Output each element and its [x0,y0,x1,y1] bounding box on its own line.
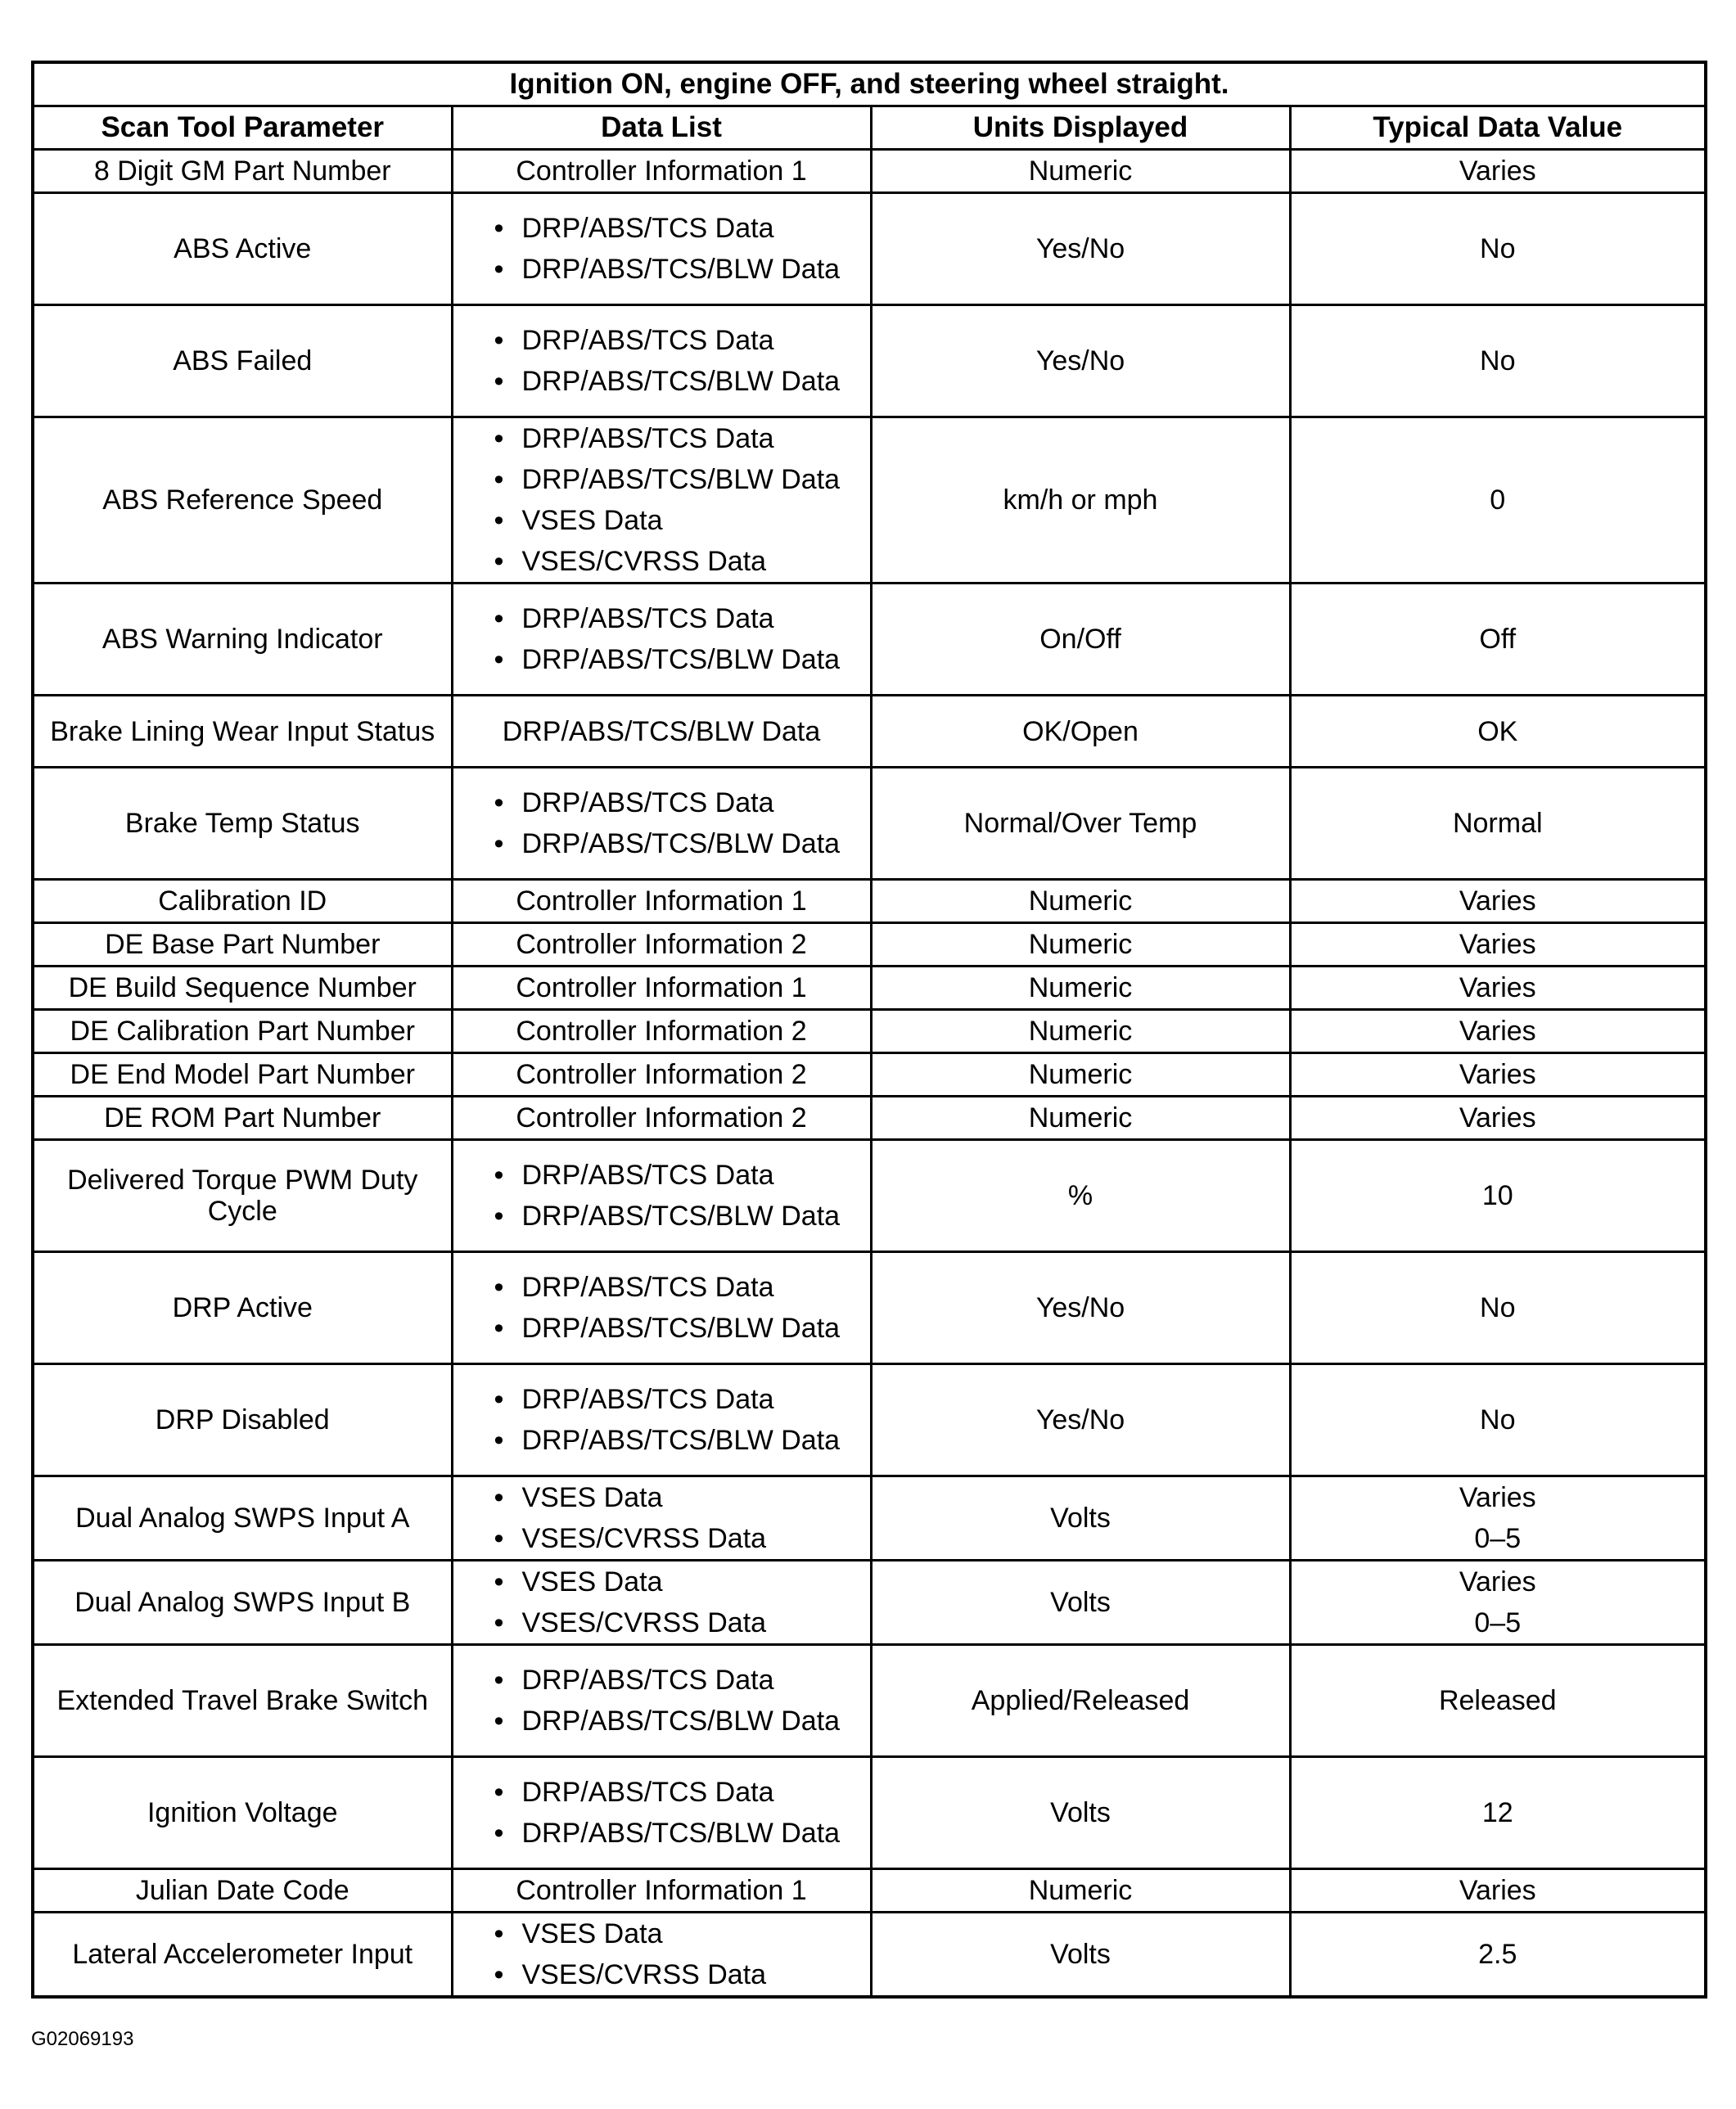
typical-value-cell [1290,1140,1706,1252]
units-cell: Numeric [871,967,1290,1010]
data-list-item: • DRP/ABS/TCS Data [494,320,863,361]
typical-value: Normal [1452,808,1543,839]
typical-value-cell [1290,193,1706,305]
data-list-item: • DRP/ABS/TCS/BLW Data [494,249,863,290]
header-data-list: Data List [452,106,871,150]
data-list-item: Controller Information 2 [516,1102,807,1133]
data-list-item: • DRP/ABS/TCS Data [494,1379,863,1420]
data-list-cell [452,150,871,193]
typical-value-cell [1290,1913,1706,1998]
table-row [33,305,1706,417]
data-list-item: • DRP/ABS/TCS/BLW Data [494,1420,863,1461]
typical-value-cell [1290,1476,1706,1561]
data-list-cell [452,923,871,967]
table-row [33,880,1706,923]
data-list-cell [452,1364,871,1476]
data-list-item: • VSES Data [494,1913,863,1954]
table-row [33,1645,1706,1757]
data-list-item: Controller Information 1 [516,1875,807,1906]
data-list-item: • VSES Data [494,1477,863,1518]
table-row [33,696,1706,768]
table-row [33,193,1706,305]
units-cell: Yes/No [871,305,1290,417]
units-cell: OK/Open [871,696,1290,768]
typical-value: 10 [1481,1180,1513,1211]
table-row [33,1053,1706,1097]
data-list-item: • DRP/ABS/TCS Data [494,1772,863,1813]
typical-value: 12 [1481,1797,1513,1828]
units-cell: Numeric [871,1869,1290,1913]
header-units-displayed: Units Displayed [871,106,1290,150]
units-cell: Numeric [871,880,1290,923]
parameter-cell: DE Build Sequence Number [33,967,452,1010]
typical-value-cell [1290,1252,1706,1364]
data-list-item: • DRP/ABS/TCS/BLW Data [494,639,863,680]
data-list-item: • VSES/CVRSS Data [494,1518,863,1559]
table-row [33,150,1706,193]
data-list-cell [452,1252,871,1364]
typical-value: No [1480,1292,1516,1323]
data-list-item: • VSES/CVRSS Data [494,1602,863,1643]
parameter-cell: Dual Analog SWPS Input A [33,1476,452,1561]
typical-value-cell [1290,1010,1706,1053]
parameter-cell: DE Calibration Part Number [33,1010,452,1053]
typical-value: Varies [1459,1016,1536,1047]
parameter-cell: Brake Temp Status [33,768,452,880]
data-list-cell [452,584,871,696]
test-condition: Ignition ON, engine OFF, and steering wheel straight. [33,62,1706,106]
data-list-item: Controller Information 2 [516,929,807,960]
data-list-cell [452,1757,871,1869]
parameter-cell: 8 Digit GM Part Number [33,150,452,193]
data-list-item: • DRP/ABS/TCS Data [494,1155,863,1196]
typical-value-cell [1290,696,1706,768]
data-list-item: Controller Information 1 [516,886,807,917]
data-list-item: • DRP/ABS/TCS Data [494,782,863,823]
parameter-cell: ABS Reference Speed [33,417,452,584]
units-cell: km/h or mph [871,417,1290,584]
data-list-item: • DRP/ABS/TCS/BLW Data [494,1701,863,1742]
table-row [33,584,1706,696]
typical-value-cell [1290,1561,1706,1645]
data-list-item: Controller Information 2 [516,1016,807,1047]
table-row [33,967,1706,1010]
table-row [33,1097,1706,1140]
typical-value: Off [1479,624,1517,655]
units-cell: Numeric [871,150,1290,193]
header-row [33,106,1706,150]
table-row [33,1010,1706,1053]
parameter-cell: Brake Lining Wear Input Status [33,696,452,768]
typical-value-cell [1290,1757,1706,1869]
data-list-cell [452,1053,871,1097]
data-list-item: • DRP/ABS/TCS Data [494,1660,863,1701]
units-cell: Numeric [871,1097,1290,1140]
parameter-cell: ABS Warning Indicator [33,584,452,696]
parameter-cell: DRP Disabled [33,1364,452,1476]
data-list-cell [452,1476,871,1561]
parameter-cell: Extended Travel Brake Switch [33,1645,452,1757]
data-list-cell [452,768,871,880]
typical-value: Varies [1459,1482,1536,1513]
parameter-cell: Lateral Accelerometer Input [33,1913,452,1998]
units-cell: Numeric [871,1010,1290,1053]
data-list-cell [452,1561,871,1645]
units-cell: Yes/No [871,193,1290,305]
data-list-cell [452,1140,871,1252]
typical-value-cell [1290,923,1706,967]
data-list-cell [452,193,871,305]
data-list-item: • DRP/ABS/TCS Data [494,208,863,249]
typical-value: 0–5 [1474,1607,1522,1638]
condition-row [33,62,1706,106]
parameter-cell: DE End Model Part Number [33,1053,452,1097]
typical-value: 0 [1490,484,1506,516]
parameter-cell: Julian Date Code [33,1869,452,1913]
data-list-item: DRP/ABS/TCS/BLW Data [502,715,821,747]
units-cell: Volts [871,1561,1290,1645]
data-list-cell [452,305,871,417]
typical-value: 2.5 [1478,1939,1517,1970]
data-list-item: • DRP/ABS/TCS/BLW Data [494,1196,863,1237]
data-list-item: • DRP/ABS/TCS Data [494,598,863,639]
data-list-item: Controller Information 1 [516,155,807,187]
figure-id: G02069193 [31,2028,134,2050]
header-typical-data-value: Typical Data Value [1290,106,1706,150]
typical-value-cell [1290,1364,1706,1476]
typical-value-cell [1290,1097,1706,1140]
units-cell: Numeric [871,923,1290,967]
typical-value: Varies [1459,972,1536,1003]
typical-value-cell [1290,768,1706,880]
data-list-cell [452,1097,871,1140]
header-scan-tool-parameter: Scan Tool Parameter [33,106,452,150]
data-list-cell [452,967,871,1010]
table-row [33,768,1706,880]
table-row [33,1757,1706,1869]
units-cell: Numeric [871,1053,1290,1097]
scan-tool-data-table [31,61,1707,1999]
data-list-item: • VSES/CVRSS Data [494,541,863,582]
units-cell: On/Off [871,584,1290,696]
units-cell: Volts [871,1913,1290,1998]
table-row [33,1561,1706,1645]
data-list-cell [452,1869,871,1913]
parameter-cell: ABS Active [33,193,452,305]
data-list-item: Controller Information 1 [516,972,807,1003]
typical-value-cell [1290,305,1706,417]
typical-value: Varies [1459,1566,1536,1598]
typical-value: Varies [1459,1875,1536,1906]
typical-value-cell [1290,967,1706,1010]
data-list-cell [452,417,871,584]
parameter-cell: Delivered Torque PWM Duty Cycle [33,1140,452,1252]
parameter-cell: DE ROM Part Number [33,1097,452,1140]
table-row [33,417,1706,584]
table-row [33,1364,1706,1476]
typical-value: No [1480,345,1516,376]
table-row [33,923,1706,967]
typical-value: Varies [1459,1102,1536,1133]
data-list-item: • DRP/ABS/TCS/BLW Data [494,459,863,500]
typical-value-cell [1290,1645,1706,1757]
typical-value-cell [1290,880,1706,923]
typical-value: No [1480,1404,1516,1435]
data-list-item: • DRP/ABS/TCS Data [494,1267,863,1308]
table-body [33,150,1706,1998]
table-row [33,1869,1706,1913]
data-list-cell [452,1913,871,1998]
typical-value-cell [1290,150,1706,193]
typical-value-cell [1290,1053,1706,1097]
units-cell: % [871,1140,1290,1252]
typical-value-cell [1290,1869,1706,1913]
data-list-item: • DRP/ABS/TCS/BLW Data [494,1813,863,1854]
parameter-cell: Calibration ID [33,880,452,923]
typical-value: Varies [1459,929,1536,960]
data-list-item: • DRP/ABS/TCS Data [494,418,863,459]
parameter-cell: DE Base Part Number [33,923,452,967]
typical-value: No [1480,233,1516,264]
data-list-item: • VSES Data [494,1561,863,1602]
units-cell: Yes/No [871,1252,1290,1364]
table-row [33,1252,1706,1364]
data-list-item: Controller Information 2 [516,1059,807,1090]
typical-value: Varies [1459,155,1536,187]
typical-value: Varies [1459,1059,1536,1090]
typical-value: 0–5 [1474,1523,1522,1554]
typical-value: Released [1438,1685,1557,1716]
units-cell: Yes/No [871,1364,1290,1476]
typical-value-cell [1290,417,1706,584]
parameter-cell: ABS Failed [33,305,452,417]
data-list-item: • DRP/ABS/TCS/BLW Data [494,361,863,402]
data-list-item: • VSES Data [494,500,863,541]
data-list-cell [452,696,871,768]
units-cell: Normal/Over Temp [871,768,1290,880]
data-list-cell [452,1645,871,1757]
typical-value: Varies [1459,886,1536,917]
data-list-cell [452,1010,871,1053]
parameter-cell: DRP Active [33,1252,452,1364]
parameter-cell: Dual Analog SWPS Input B [33,1561,452,1645]
table-row [33,1913,1706,1998]
units-cell: Applied/Released [871,1645,1290,1757]
table-row [33,1140,1706,1252]
parameter-cell: Ignition Voltage [33,1757,452,1869]
data-list-item: • DRP/ABS/TCS/BLW Data [494,1308,863,1349]
data-list-item: • DRP/ABS/TCS/BLW Data [494,823,863,864]
units-cell: Volts [871,1757,1290,1869]
data-list-item: • VSES/CVRSS Data [494,1954,863,1995]
units-cell: Volts [871,1476,1290,1561]
typical-value-cell [1290,584,1706,696]
table-row [33,1476,1706,1561]
data-list-cell [452,880,871,923]
typical-value: OK [1477,715,1518,747]
